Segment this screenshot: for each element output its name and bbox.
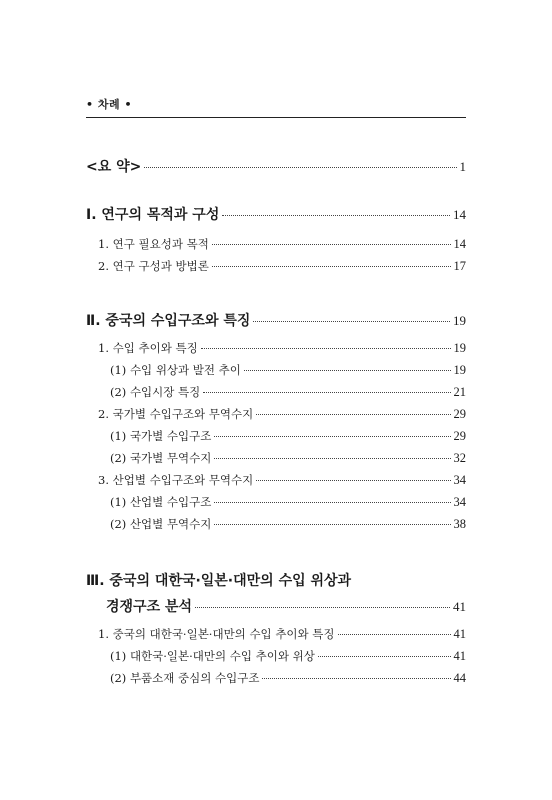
- toc-page: 32: [453, 451, 466, 465]
- toc-entry[interactable]: [98, 236, 466, 252]
- toc-entry-summary[interactable]: [86, 156, 466, 176]
- dot-leader: [203, 392, 450, 393]
- toc-entry-ch1[interactable]: [86, 204, 466, 224]
- toc-label: 1. 중국의 대한국·일본·대만의 수입 추이와 특징: [98, 627, 335, 641]
- toc-page: 41: [453, 627, 466, 641]
- toc-label: (2) 국가별 무역수지: [110, 451, 212, 465]
- toc-entry[interactable]: [110, 494, 466, 510]
- toc-entry[interactable]: [98, 340, 466, 356]
- dot-leader: [144, 167, 456, 168]
- toc-page: 29: [453, 407, 466, 421]
- toc-label: 경쟁구조 분석: [106, 599, 193, 615]
- toc-label: 2. 국가별 수입구조와 무역수지: [98, 407, 254, 421]
- toc-label: (2) 산업별 무역수지: [110, 517, 212, 531]
- toc-label: (2) 수입시장 특징: [110, 385, 201, 399]
- toc-label: <요 약>: [86, 159, 142, 175]
- toc-page: 19: [453, 313, 466, 328]
- toc-entry[interactable]: [110, 516, 466, 532]
- toc-label: (1) 수입 위상과 발전 추이: [110, 363, 241, 377]
- toc-label: Ⅱ. 중국의 수입구조와 특징: [86, 313, 251, 329]
- toc-entry[interactable]: [110, 362, 466, 378]
- toc-entry[interactable]: [110, 670, 466, 686]
- dot-leader: [214, 524, 450, 525]
- toc-page: 41: [453, 649, 466, 663]
- dot-leader: [244, 370, 451, 371]
- dot-leader: [212, 244, 451, 245]
- toc-page: 1: [459, 159, 466, 174]
- toc-page: 38: [453, 517, 466, 531]
- toc-entry-ch2[interactable]: [86, 310, 466, 330]
- dot-leader: [222, 215, 450, 216]
- toc-page: 19: [453, 363, 466, 377]
- toc-page: 14: [453, 237, 466, 251]
- toc-label: (1) 대한국·일본·대만의 수입 추이와 위상: [110, 649, 315, 663]
- toc-entry[interactable]: [98, 258, 466, 274]
- toc-entry-ch3[interactable]: [106, 596, 466, 616]
- toc-page: 19: [453, 341, 466, 355]
- toc-chapter-title: Ⅲ. 중국의 대한국·일본·대만의 수입 위상과: [86, 573, 352, 589]
- dot-leader: [214, 458, 450, 459]
- dot-leader: [214, 502, 450, 503]
- toc-label: (1) 국가별 수입구조: [110, 429, 212, 443]
- dot-leader: [195, 607, 450, 608]
- toc-header: • 차례 •: [86, 98, 132, 111]
- toc-page: 29: [453, 429, 466, 443]
- dot-leader: [214, 436, 450, 437]
- dot-leader: [262, 678, 450, 679]
- toc-label: Ⅰ. 연구의 목적과 구성: [86, 207, 220, 223]
- dot-leader: [201, 348, 451, 349]
- toc-entry[interactable]: [110, 384, 466, 400]
- toc-entry[interactable]: [110, 648, 466, 664]
- dot-leader: [338, 634, 451, 635]
- dot-leader: [253, 321, 450, 322]
- dot-leader: [318, 656, 451, 657]
- toc-page: 17: [453, 259, 466, 273]
- toc-entry[interactable]: [110, 428, 466, 444]
- toc-entry[interactable]: [98, 406, 466, 422]
- dot-leader: [256, 480, 450, 481]
- toc-label: (2) 부품소재 중심의 수입구조: [110, 671, 260, 685]
- toc-page: 34: [453, 473, 466, 487]
- header-rule: [86, 117, 466, 118]
- toc-label: 1. 수입 추이와 특징: [98, 341, 198, 355]
- toc-page: 14: [453, 207, 466, 222]
- toc-page: 44: [453, 671, 466, 685]
- toc-label: 3. 산업별 수입구조와 무역수지: [98, 473, 254, 487]
- toc-label: 1. 연구 필요성과 목적: [98, 237, 209, 251]
- toc-label: (1) 산업별 수입구조: [110, 495, 212, 509]
- toc-page: 21: [453, 385, 466, 399]
- dot-leader: [256, 414, 450, 415]
- toc-entry[interactable]: [110, 450, 466, 466]
- toc-entry[interactable]: [98, 626, 466, 642]
- toc-page: 34: [453, 495, 466, 509]
- dot-leader: [212, 266, 451, 267]
- toc-page: 41: [453, 599, 466, 614]
- toc-label: 2. 연구 구성과 방법론: [98, 259, 209, 273]
- toc-entry[interactable]: [98, 472, 466, 488]
